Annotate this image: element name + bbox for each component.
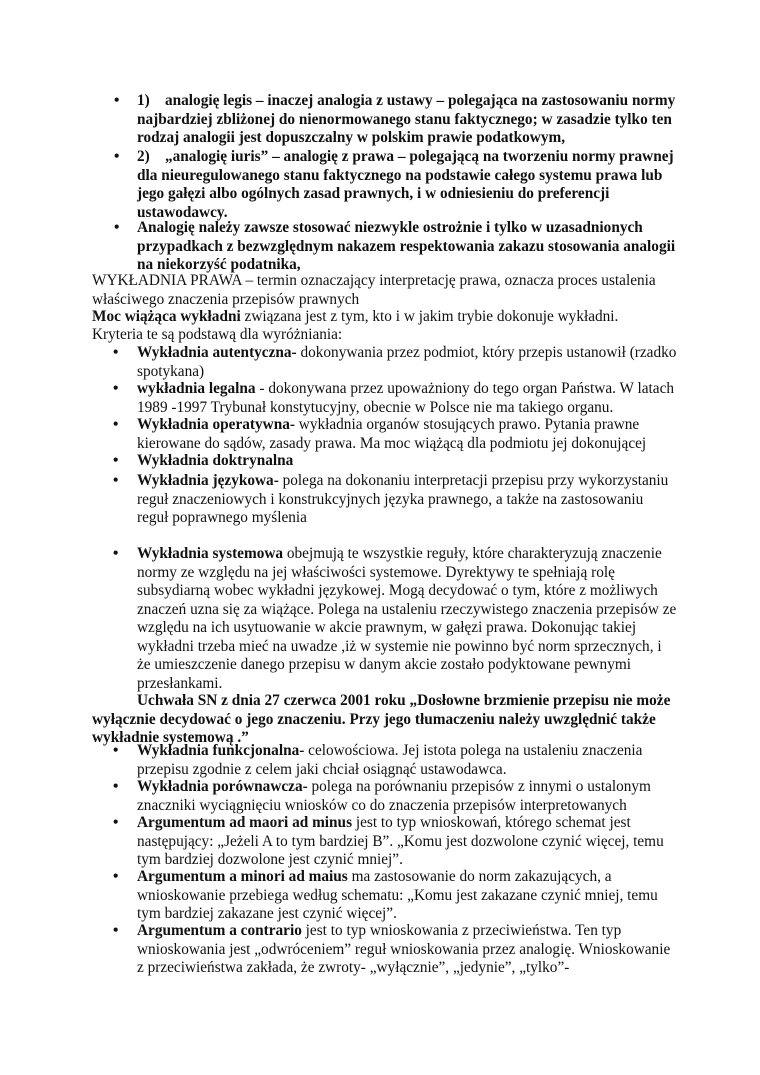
- bullet-icon: •: [113, 814, 119, 831]
- item-term: Wykładnia funkcjonalna-: [137, 742, 305, 759]
- item-term: Wykładnia systemowa: [137, 545, 284, 562]
- list-item: [113, 344, 677, 381]
- bullet-icon: •: [113, 472, 119, 489]
- item-term: Argumentum a minori ad maius: [137, 868, 348, 885]
- list-item: [113, 778, 677, 815]
- item-number: 1): [137, 92, 150, 109]
- bullet-icon: •: [113, 545, 119, 562]
- binding-paragraph: [92, 308, 682, 327]
- item-term: Wykładnia doktrynalna: [137, 452, 294, 469]
- item-text: wykładnia organów stosujących prawo. Pytania prawne kierowane do sądów, zasady prawa. Ma moc wiążącą dla podmiotu jej dokonującej: [137, 416, 647, 452]
- bullet-icon: •: [113, 922, 119, 939]
- bullet-icon: •: [114, 219, 120, 236]
- item-text: celowościowa. Jej istota polega na ustaleniu znaczenia przepisu zgodnie z celem jaki chciał osiągnąć ustawodawca.: [137, 742, 643, 778]
- bullet-icon: •: [113, 344, 119, 361]
- item-term: Argumentum ad maori ad minus: [137, 814, 353, 831]
- definition-paragraph: [92, 272, 682, 309]
- bullet-icon: •: [113, 380, 119, 397]
- item-text: obejmują te wszystkie reguły, które charakteryzują znaczenie normy ze względu na jej właściwości systemowe. Dyrektywy te spełniają rolę subsydiarną wobec wykładni językowej. Mogą decydować o tym, które z możliwych znaczeń uzna się za wiążące. Polega na ustaleniu rzeczywistego znaczenia przepisów ze względu na ich usytuowanie w akcie prawnym, w gałęzi prawa. Dokonując takiej wykładni trzeba mieć na uwadze ,iż w systemie nie powinno być norm sprzecznych, i że umieszczenie danego przepisu w danym akcie zostało podyktowane pewnymi przesłankami.: [137, 545, 677, 692]
- item-term: Wykładnia operatywna-: [137, 416, 295, 433]
- item-term: wykładnia legalna: [137, 380, 256, 397]
- bullet-icon: •: [113, 742, 119, 759]
- list-item: [113, 452, 677, 471]
- resolution-paragraph: [92, 692, 692, 748]
- list-item: [113, 472, 677, 528]
- definition-text: – termin oznaczający interpretację prawa, oznacza proces ustalenia właściwego znaczenia przepisów prawnych: [92, 272, 656, 308]
- resolution-text: Uchwała SN z dnia 27 czerwca 2001 roku „Dosłowne brzmienie przepisu nie może wyłącznie decydować o jego znaczeniu. Przy jego tłumaczeniu należy uwzględnić także wykładnie systemową .”: [92, 692, 671, 746]
- list-item: [113, 416, 677, 453]
- binding-term: Moc wiążąca wykładni: [92, 308, 241, 325]
- list-item: [114, 92, 677, 148]
- item-text: analogię legis – inaczej analogia z ustawy – polegająca na zastosowaniu normy najbardziej zbliżonej do nienormowanego stanu faktycznego; w zasadzie tylko ten rodzaj analogii jest dopuszczalny w polskim prawie podatkowym,: [137, 92, 676, 146]
- list-item: [113, 380, 677, 417]
- bullet-icon: •: [113, 452, 119, 469]
- definition-term: WYKŁADNIA PRAWA: [92, 272, 242, 289]
- bullet-icon: •: [114, 148, 120, 165]
- item-term: Wykładnia porównawcza-: [137, 778, 308, 795]
- bullet-icon: •: [114, 92, 120, 109]
- item-text: ma zastosowanie do norm zakazujących, a wnioskowanie przebiega według schematu: „Komu jest zakazane czynić mniej, temu tym bardziej zakazane jest czynić więcej”.: [137, 868, 658, 922]
- list-item: [113, 814, 677, 870]
- item-text: polega na porównaniu przepisów z innymi o ustalonym znaczniki wyciągnięciu wniosków co do znaczenia przepisów interpretowanych: [137, 778, 651, 814]
- item-term: Argumentum a contrario: [137, 922, 302, 939]
- list-item: [113, 742, 677, 779]
- item-text: „analogię iuris” – analogię z prawa – polegającą na tworzeniu normy prawnej dla nieuregulowanego stanu faktycznego na podstawie całego systemu prawa lub jego gałęzi albo ogólnych zasad prawnych, i w odniesieniu do preferencji ustawodawcy.: [137, 148, 674, 221]
- list-item: [113, 922, 677, 978]
- item-text: dokonywania przez podmiot, który przepis ustanowił (rzadko spotykana): [137, 344, 677, 380]
- bullet-icon: •: [113, 778, 119, 795]
- list-item: [114, 148, 677, 222]
- bullet-icon: •: [113, 868, 119, 885]
- criteria-line: Kryteria te są podstawą dla wyróżniania:: [92, 326, 343, 343]
- item-text: jest to typ wnioskowania z przeciwieństwa. Ten typ wnioskowania jest „odwróceniem” reguł wnioskowania przez analogię. Wnioskowanie z przeciwieństwa zakłada, że zwroty- „wyłącznie”, „jedynie”, „tylko”-: [137, 922, 671, 976]
- list-item: [113, 545, 677, 693]
- list-item: [113, 868, 677, 924]
- item-text: jest to typ wnioskowań, którego schemat jest następujący: „Jeżeli A to tym bardziej B”. „Komu jest dozwolone czynić więcej, temu tym bardziej dozwolone jest czynić mniej”.: [137, 814, 664, 868]
- item-text: Analogię należy zawsze stosować niezwykle ostrożnie i tylko w uzasadnionych przypadkach z bezwzględnym nakazem respektowania zakazu stosowania analogii na niekorzyść podatnika,: [137, 219, 676, 273]
- bullet-icon: •: [113, 416, 119, 433]
- item-number: 2): [137, 148, 150, 165]
- item-term: Wykładnia autentyczna-: [137, 344, 297, 361]
- list-item: [114, 219, 677, 275]
- item-text: polega na dokonaniu interpretacji przepisu przy wykorzystaniu reguł znaczeniowych i konstrukcyjnych języka prawnego, a także na zastosowaniu reguł poprawnego myślenia: [137, 472, 669, 526]
- item-term: Wykładnia językowa-: [137, 472, 279, 489]
- binding-text: związana jest z tym, kto i w jakim trybie dokonuje wykładni.: [240, 308, 619, 325]
- item-text: - dokonywana przez upoważniony do tego organ Państwa. W latach 1989 -1997 Trybunał konstytucyjny, obecnie w Polsce nie ma takiego organu.: [137, 380, 675, 416]
